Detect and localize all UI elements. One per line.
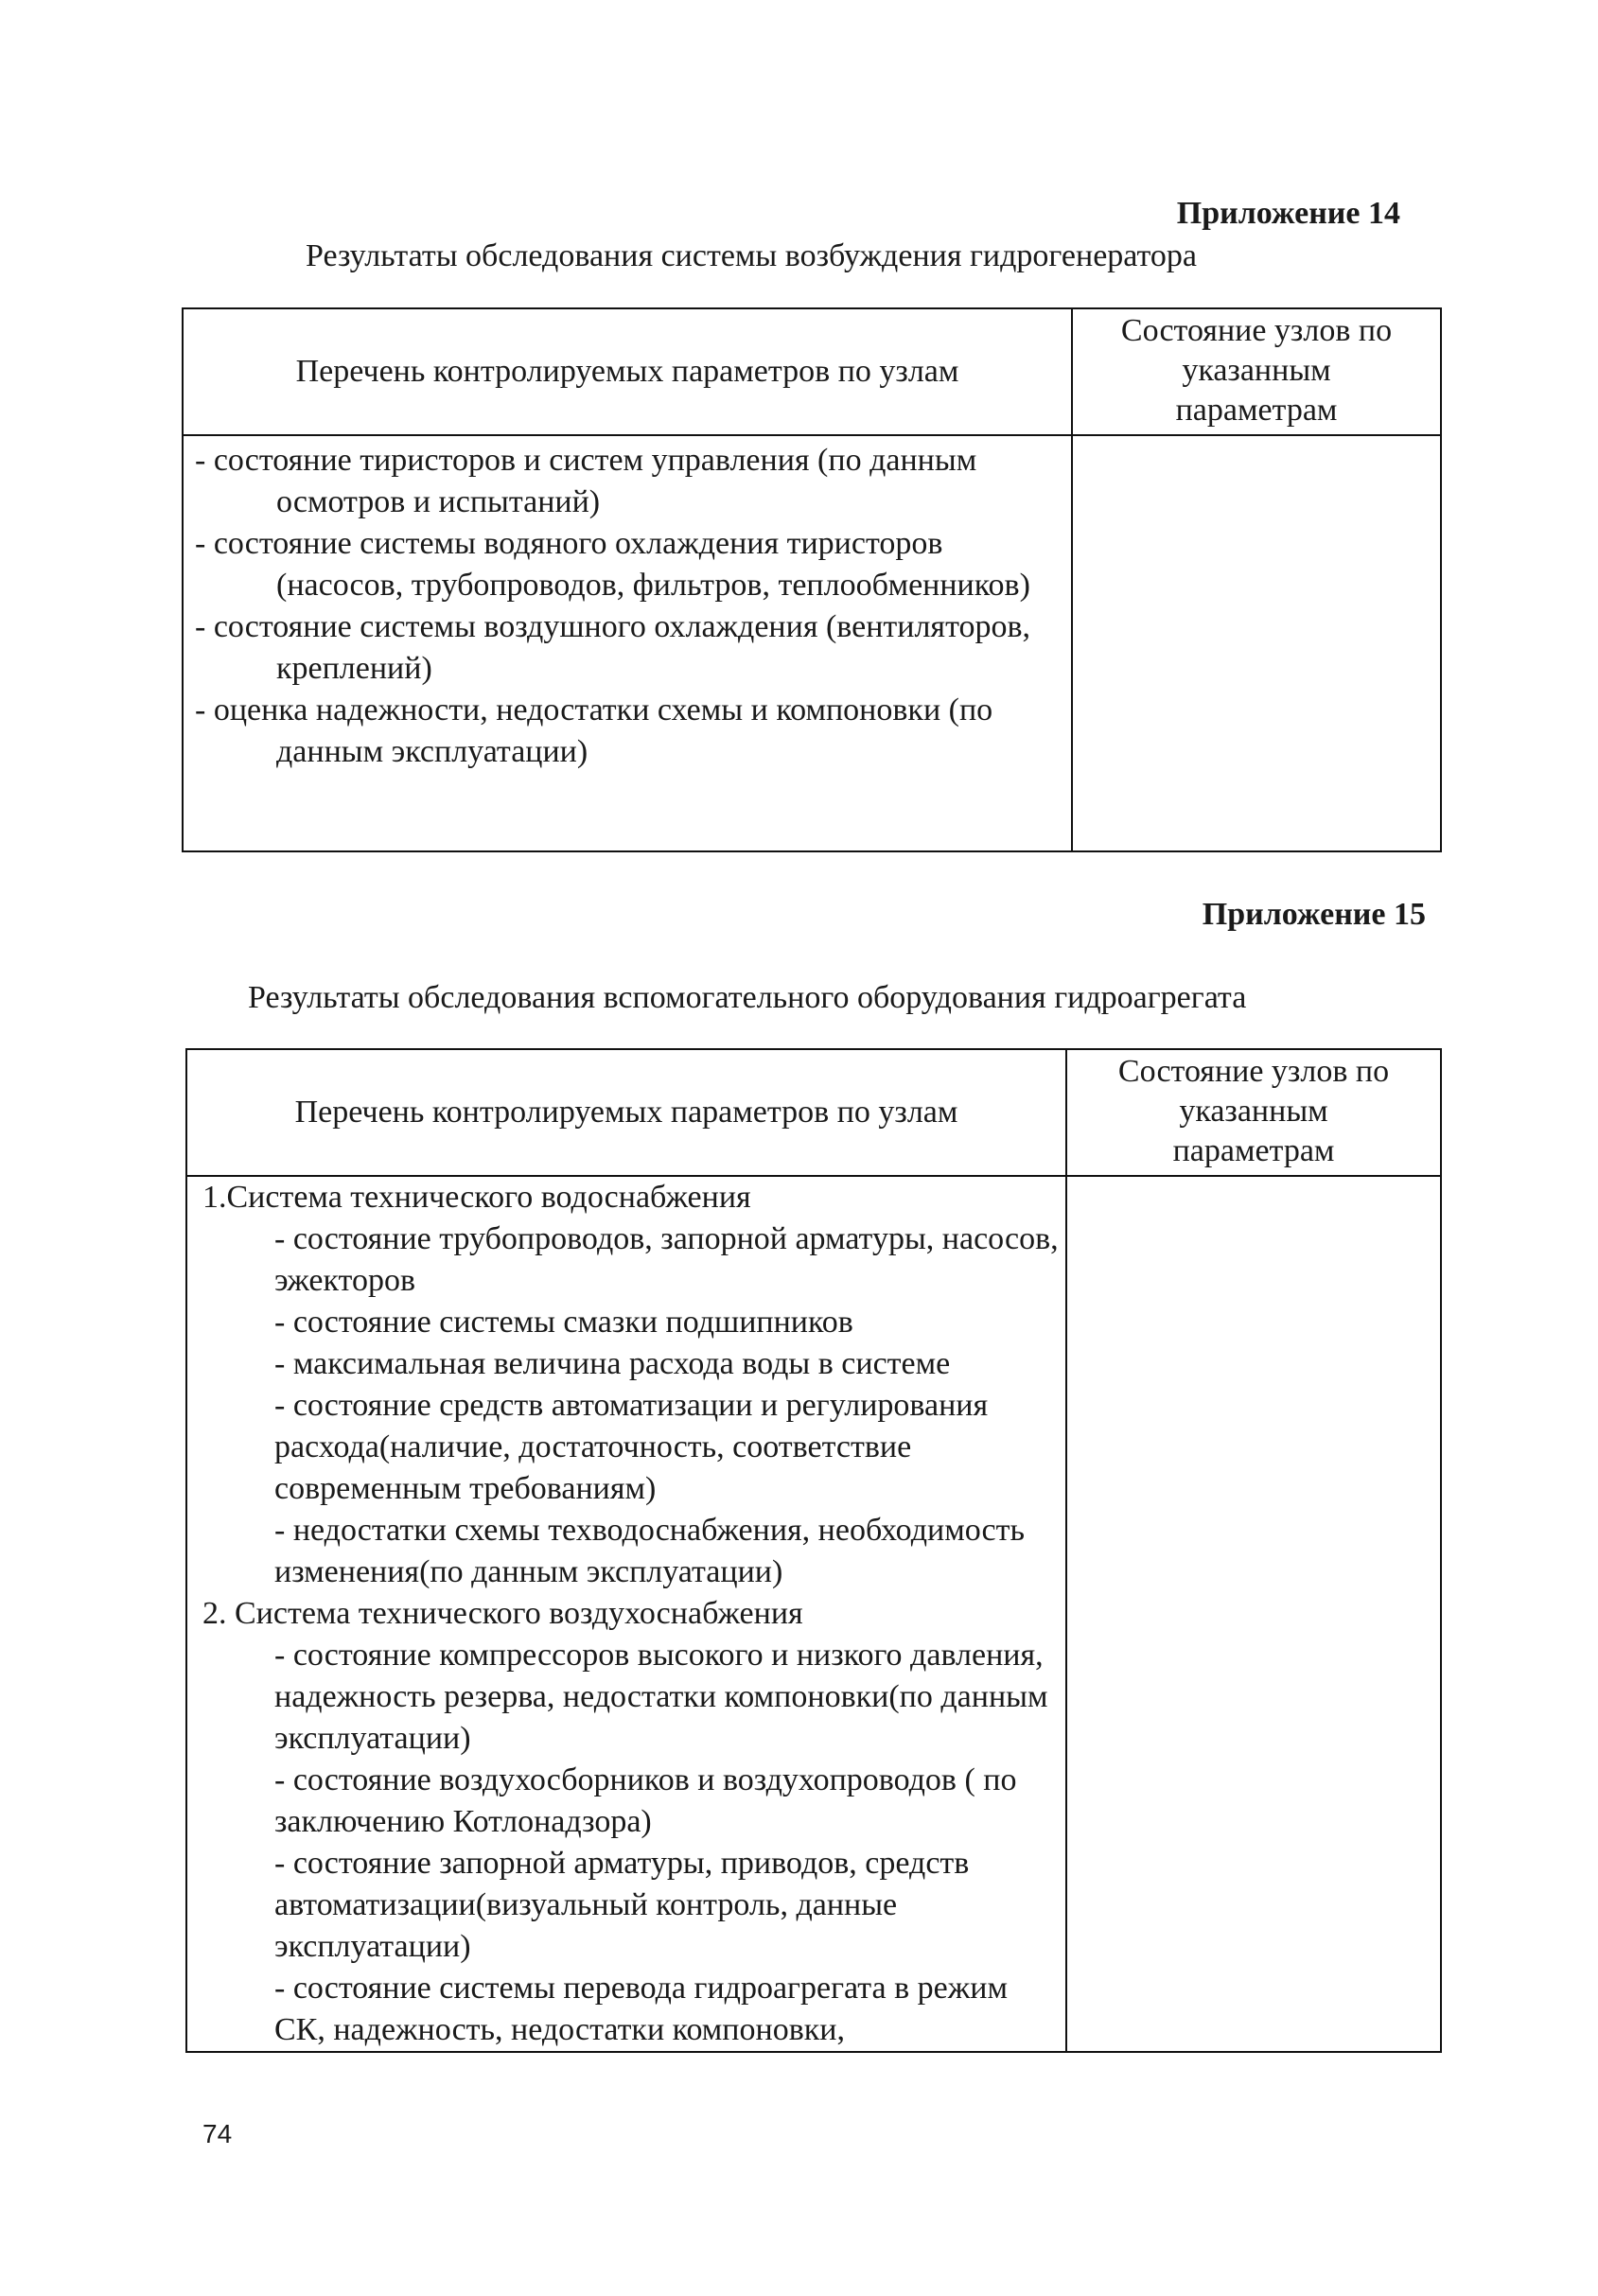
table-14-item: - состояние системы воздушного охлаждения (вентиляторов, креплений) [195, 609, 1031, 686]
table-14-state-cell[interactable] [1072, 435, 1441, 851]
table-15-state-cell[interactable] [1066, 1176, 1441, 2052]
appendix-14-table [182, 307, 1442, 852]
table-15-header-params: Перечень контролируемых параметров по узлам [186, 1049, 1066, 1176]
page-number: 74 [202, 2119, 233, 2148]
table-15-item: - состояние средств автоматизации и регулирования расхода(наличие, достаточность, соответствие современным требованиям) [274, 1388, 989, 1506]
table-14-header-state: Состояние узлов по указанным параметрам [1072, 308, 1441, 435]
appendix-15-table [185, 1048, 1442, 2053]
table-15-group-title: 2. Система технического воздухоснабжения [202, 1596, 803, 1631]
table-14-params-cell [183, 435, 1072, 851]
table-15-item: - состояние компрессоров высокого и низкого давления, надежность резерва, недостатки компоновки(по данным эксплуатации) [274, 1638, 1048, 1756]
appendix-15-label: Приложение 15 [1202, 897, 1426, 932]
appendix-15-title: Результаты обследования вспомогательного оборудования гидроагрегата [248, 980, 1247, 1015]
table-14-item: - состояние тиристоров и систем управления (по данным осмотров и испытаний) [195, 443, 977, 519]
table-15-group-title: 1.Система технического водоснабжения [202, 1180, 751, 1215]
table-14-header-params: Перечень контролируемых параметров по узлам [183, 308, 1072, 435]
appendix-14-label: Приложение 14 [1176, 196, 1400, 231]
table-15-item: - состояние воздухосборников и воздухопроводов ( по заключению Котлонадзора) [274, 1762, 1017, 1839]
table-15-item: - состояние системы перевода гидроагрегата в режим СК, надежность, недостатки компоновки, [274, 1971, 1008, 2047]
table-15-header-state: Состояние узлов по указанным параметрам [1066, 1049, 1441, 1176]
table-15-item: - состояние системы смазки подшипников [274, 1305, 853, 1340]
table-15-item: - недостатки схемы техводоснабжения, необходимость изменения(по данным эксплуатации) [274, 1513, 1026, 1589]
table-15-item: - состояние трубопроводов, запорной арматуры, насосов, эжекторов [274, 1221, 1059, 1298]
table-15-params-cell [186, 1176, 1066, 2052]
table-15-item: - состояние запорной арматуры, приводов, средств автоматизации(визуальный контроль, данные эксплуатации) [274, 1846, 970, 1964]
table-15-item: - максимальная величина расхода воды в системе [274, 1346, 951, 1381]
table-14-item: - оценка надежности, недостатки схемы и компоновки (по данным эксплуатации) [195, 692, 993, 769]
table-14-item: - состояние системы водяного охлаждения тиристоров (насосов, трубопроводов, фильтров, теплообменников) [195, 526, 1030, 603]
appendix-14-title: Результаты обследования системы возбуждения гидрогенератора [306, 238, 1198, 273]
